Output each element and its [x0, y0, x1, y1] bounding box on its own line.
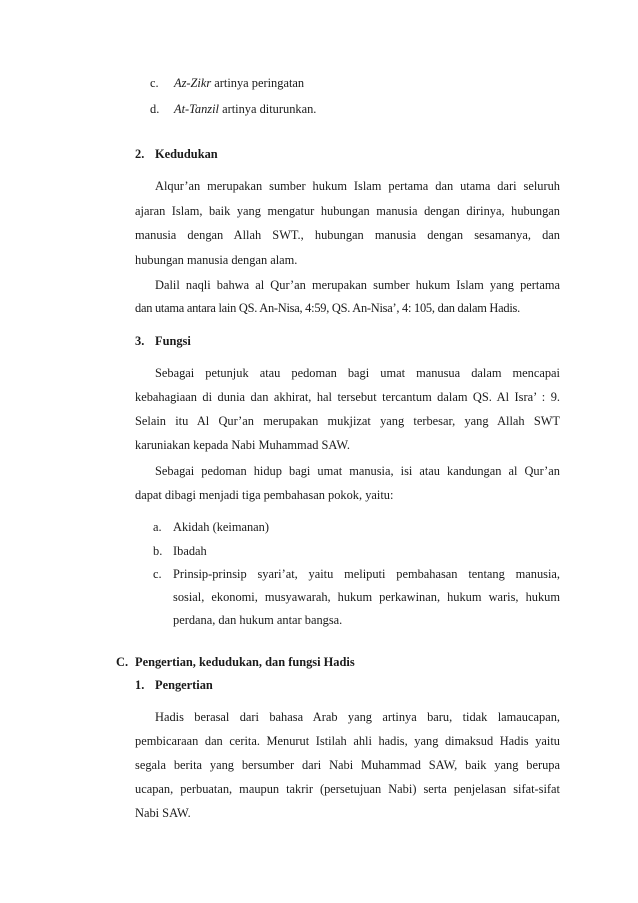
paragraph-line: Selain itu Al Qur’an merupakan mukjizat yang terbesar, yang Allah SWT: [135, 414, 560, 428]
paragraph-line: Sebagai petunjuk atau pedoman bagi umat manusua dalam mencapai: [155, 366, 560, 380]
paragraph-line: ucapan, perbuatan, maupun takrir (persetujuan Nabi) serta penjelasan sifat-sifat: [135, 782, 560, 796]
heading-text: Pengertian, kedudukan, dan fungsi Hadis: [135, 655, 355, 669]
list-text: sosial, ekonomi, musyawarah, hukum perkawinan, hukum waris, hukum: [173, 590, 560, 604]
list-text: Prinsip-prinsip syari’at, yaitu meliputi pembahasan tentang manusia,: [173, 567, 560, 581]
list-item: [153, 543, 207, 559]
list-text: Akidah (keimanan): [173, 520, 269, 534]
section-heading: [135, 333, 191, 349]
paragraph-line: pembicaraan dan cerita. Menurut Istilah ahli hadis, yang dimaksud Hadis yaitu: [135, 734, 560, 748]
list-term: Az-Zikr: [174, 76, 212, 90]
heading-text: Kedudukan: [155, 147, 218, 161]
paragraph-line: hubungan manusia dengan alam.: [135, 253, 298, 267]
paragraph-line: ajaran Islam, baik yang mengatur hubungan manusia dengan dirinya, hubungan: [135, 204, 560, 218]
list-marker: a.: [153, 520, 162, 534]
list-text: artinya diturunkan.: [219, 102, 317, 116]
list-text: perdana, dan hukum antar bangsa.: [173, 613, 343, 627]
paragraph-line: Alqur’an merupakan sumber hukum Islam pertama dan utama dari seluruh: [155, 179, 560, 193]
list-text: artinya peringatan: [211, 76, 305, 90]
paragraph-line: Hadis berasal dari bahasa Arab yang artinya baru, tidak lamaucapan,: [155, 710, 560, 724]
section-heading: [116, 654, 355, 670]
paragraph-line: kebahagiaan di dunia dan akhirat, hal tersebut tercantum dalam QS. Al Isra’ : 9.: [135, 390, 560, 404]
heading-number: 1.: [135, 678, 145, 692]
section-heading: [135, 146, 218, 162]
paragraph-line: Sebagai pedoman hidup bagi umat manusia, isi atau kandungan al Qur’an: [155, 464, 560, 478]
paragraph-line: manusia dengan Allah SWT., hubungan manusia dengan sesamanya, dan: [135, 228, 560, 242]
list-text: Ibadah: [173, 544, 207, 558]
list-item: [150, 101, 317, 117]
paragraph-line: dapat dibagi menjadi tiga pembahasan pokok, yaitu:: [135, 488, 394, 502]
list-term: At-Tanzil: [174, 102, 219, 116]
list-marker: c.: [150, 76, 159, 90]
heading-number: 3.: [135, 334, 145, 348]
paragraph-line: Dalil naqli bahwa al Qur’an merupakan sumber hukum Islam yang pertama: [155, 278, 560, 292]
list-item: [153, 519, 269, 535]
heading-text: Fungsi: [155, 334, 191, 348]
list-item: [150, 75, 305, 91]
subsection-heading: [135, 677, 213, 693]
heading-marker: C.: [116, 655, 129, 669]
list-marker: b.: [153, 544, 163, 558]
paragraph-line: dan utama antara lain QS. An-Nisa, 4:59, QS. An-Nisa’, 4: 105, dan dalam Hadis.: [135, 301, 520, 315]
paragraph-line: Nabi SAW.: [135, 806, 191, 820]
list-marker: d.: [150, 102, 160, 116]
heading-text: Pengertian: [155, 678, 213, 692]
heading-number: 2.: [135, 147, 145, 161]
list-marker: c.: [153, 567, 162, 581]
paragraph-line: segala berita yang bersumber dari Nabi Muhammad SAW, baik yang berupa: [135, 758, 560, 772]
paragraph-line: karuniakan kepada Nabi Muhammad SAW.: [135, 438, 350, 452]
